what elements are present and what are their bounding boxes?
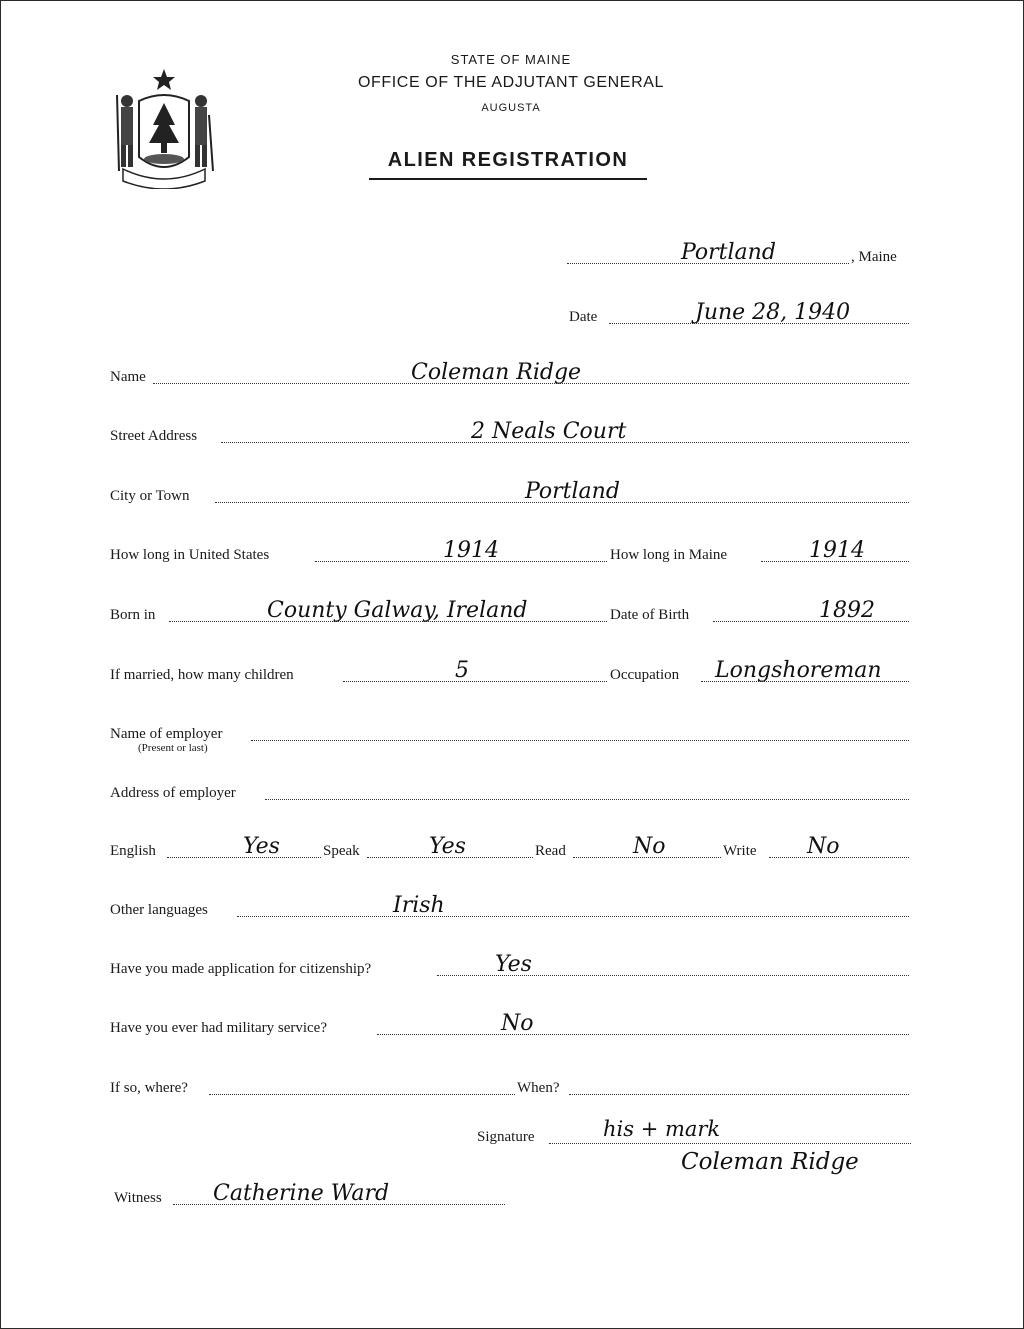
city-value: Portland <box>525 479 620 504</box>
date-of-birth-value: 1892 <box>819 598 875 623</box>
other-languages-label: Other languages <box>110 902 208 918</box>
city-row <box>1 479 1021 507</box>
children-value: 5 <box>455 658 469 683</box>
how-long-maine-label: How long in Maine <box>610 547 728 563</box>
when-label: When? <box>517 1080 560 1096</box>
children-row <box>1 658 1021 686</box>
other-languages-row <box>1 893 1021 921</box>
citizenship-value: Yes <box>495 952 532 977</box>
date-value: June 28, 1940 <box>695 300 851 325</box>
signature-row <box>1 1117 1021 1148</box>
military-row <box>1 1011 1021 1039</box>
how-long-row <box>1 538 1021 566</box>
speak-label: Speak <box>323 843 360 859</box>
born-row <box>1 598 1021 626</box>
witness-row <box>1 1181 1021 1209</box>
city-heading: AUGUSTA <box>481 102 541 114</box>
street-value: 2 Neals Court <box>471 419 627 444</box>
english-label: English <box>110 843 156 859</box>
born-in-label: Born in <box>110 607 156 623</box>
read-value: No <box>633 834 666 859</box>
english-row <box>1 834 1021 862</box>
english-value: Yes <box>243 834 280 859</box>
signature-mark: his + mark <box>603 1117 721 1141</box>
occupation-value: Longshoreman <box>715 658 882 683</box>
how-long-maine-value: 1914 <box>809 538 865 563</box>
maine-label: , Maine <box>851 249 897 265</box>
date-row <box>1 300 1021 328</box>
write-label: Write <box>723 843 757 859</box>
city-label: City or Town <box>110 488 190 504</box>
born-in-value: County Galway, Ireland <box>267 598 528 623</box>
name-value: Coleman Ridge <box>411 360 582 385</box>
speak-value: Yes <box>429 834 466 859</box>
name-row <box>1 360 1021 388</box>
witness-value: Catherine Ward <box>213 1181 390 1206</box>
how-long-us-value: 1914 <box>443 538 499 563</box>
employer-address-row <box>1 782 1021 804</box>
town-value: Portland <box>681 240 776 265</box>
if-so-label: If so, where? <box>110 1080 188 1096</box>
state-heading: STATE OF MAINE <box>450 52 572 67</box>
signature-label: Signature <box>477 1129 535 1145</box>
date-of-birth-label: Date of Birth <box>610 607 690 623</box>
citizenship-label: Have you made application for citizenship? <box>110 961 372 977</box>
name-label: Name <box>110 369 146 385</box>
how-long-us-label: How long in United States <box>110 547 270 563</box>
military-value: No <box>501 1011 534 1036</box>
read-label: Read <box>535 843 566 859</box>
employer-label: Name of employer <box>110 726 223 742</box>
form-title: ALIEN REGISTRATION <box>369 149 647 180</box>
signature-name: Coleman Ridge <box>681 1149 859 1175</box>
military-label: Have you ever had military service? <box>110 1020 327 1036</box>
other-languages-value: Irish <box>393 893 445 918</box>
write-value: No <box>807 834 840 859</box>
citizenship-row <box>1 952 1021 980</box>
witness-label: Witness <box>114 1190 162 1206</box>
street-row <box>1 419 1021 447</box>
occupation-label: Occupation <box>610 667 680 683</box>
street-label: Street Address <box>110 428 198 444</box>
children-label: If married, how many children <box>110 667 294 683</box>
date-label: Date <box>569 309 598 325</box>
office-heading: OFFICE OF THE ADJUTANT GENERAL <box>357 74 665 91</box>
town-row <box>1 240 1021 268</box>
where-when-row <box>1 1077 1021 1099</box>
employer-note: (Present or last) <box>138 742 208 754</box>
employer-address-label: Address of employer <box>110 785 236 801</box>
